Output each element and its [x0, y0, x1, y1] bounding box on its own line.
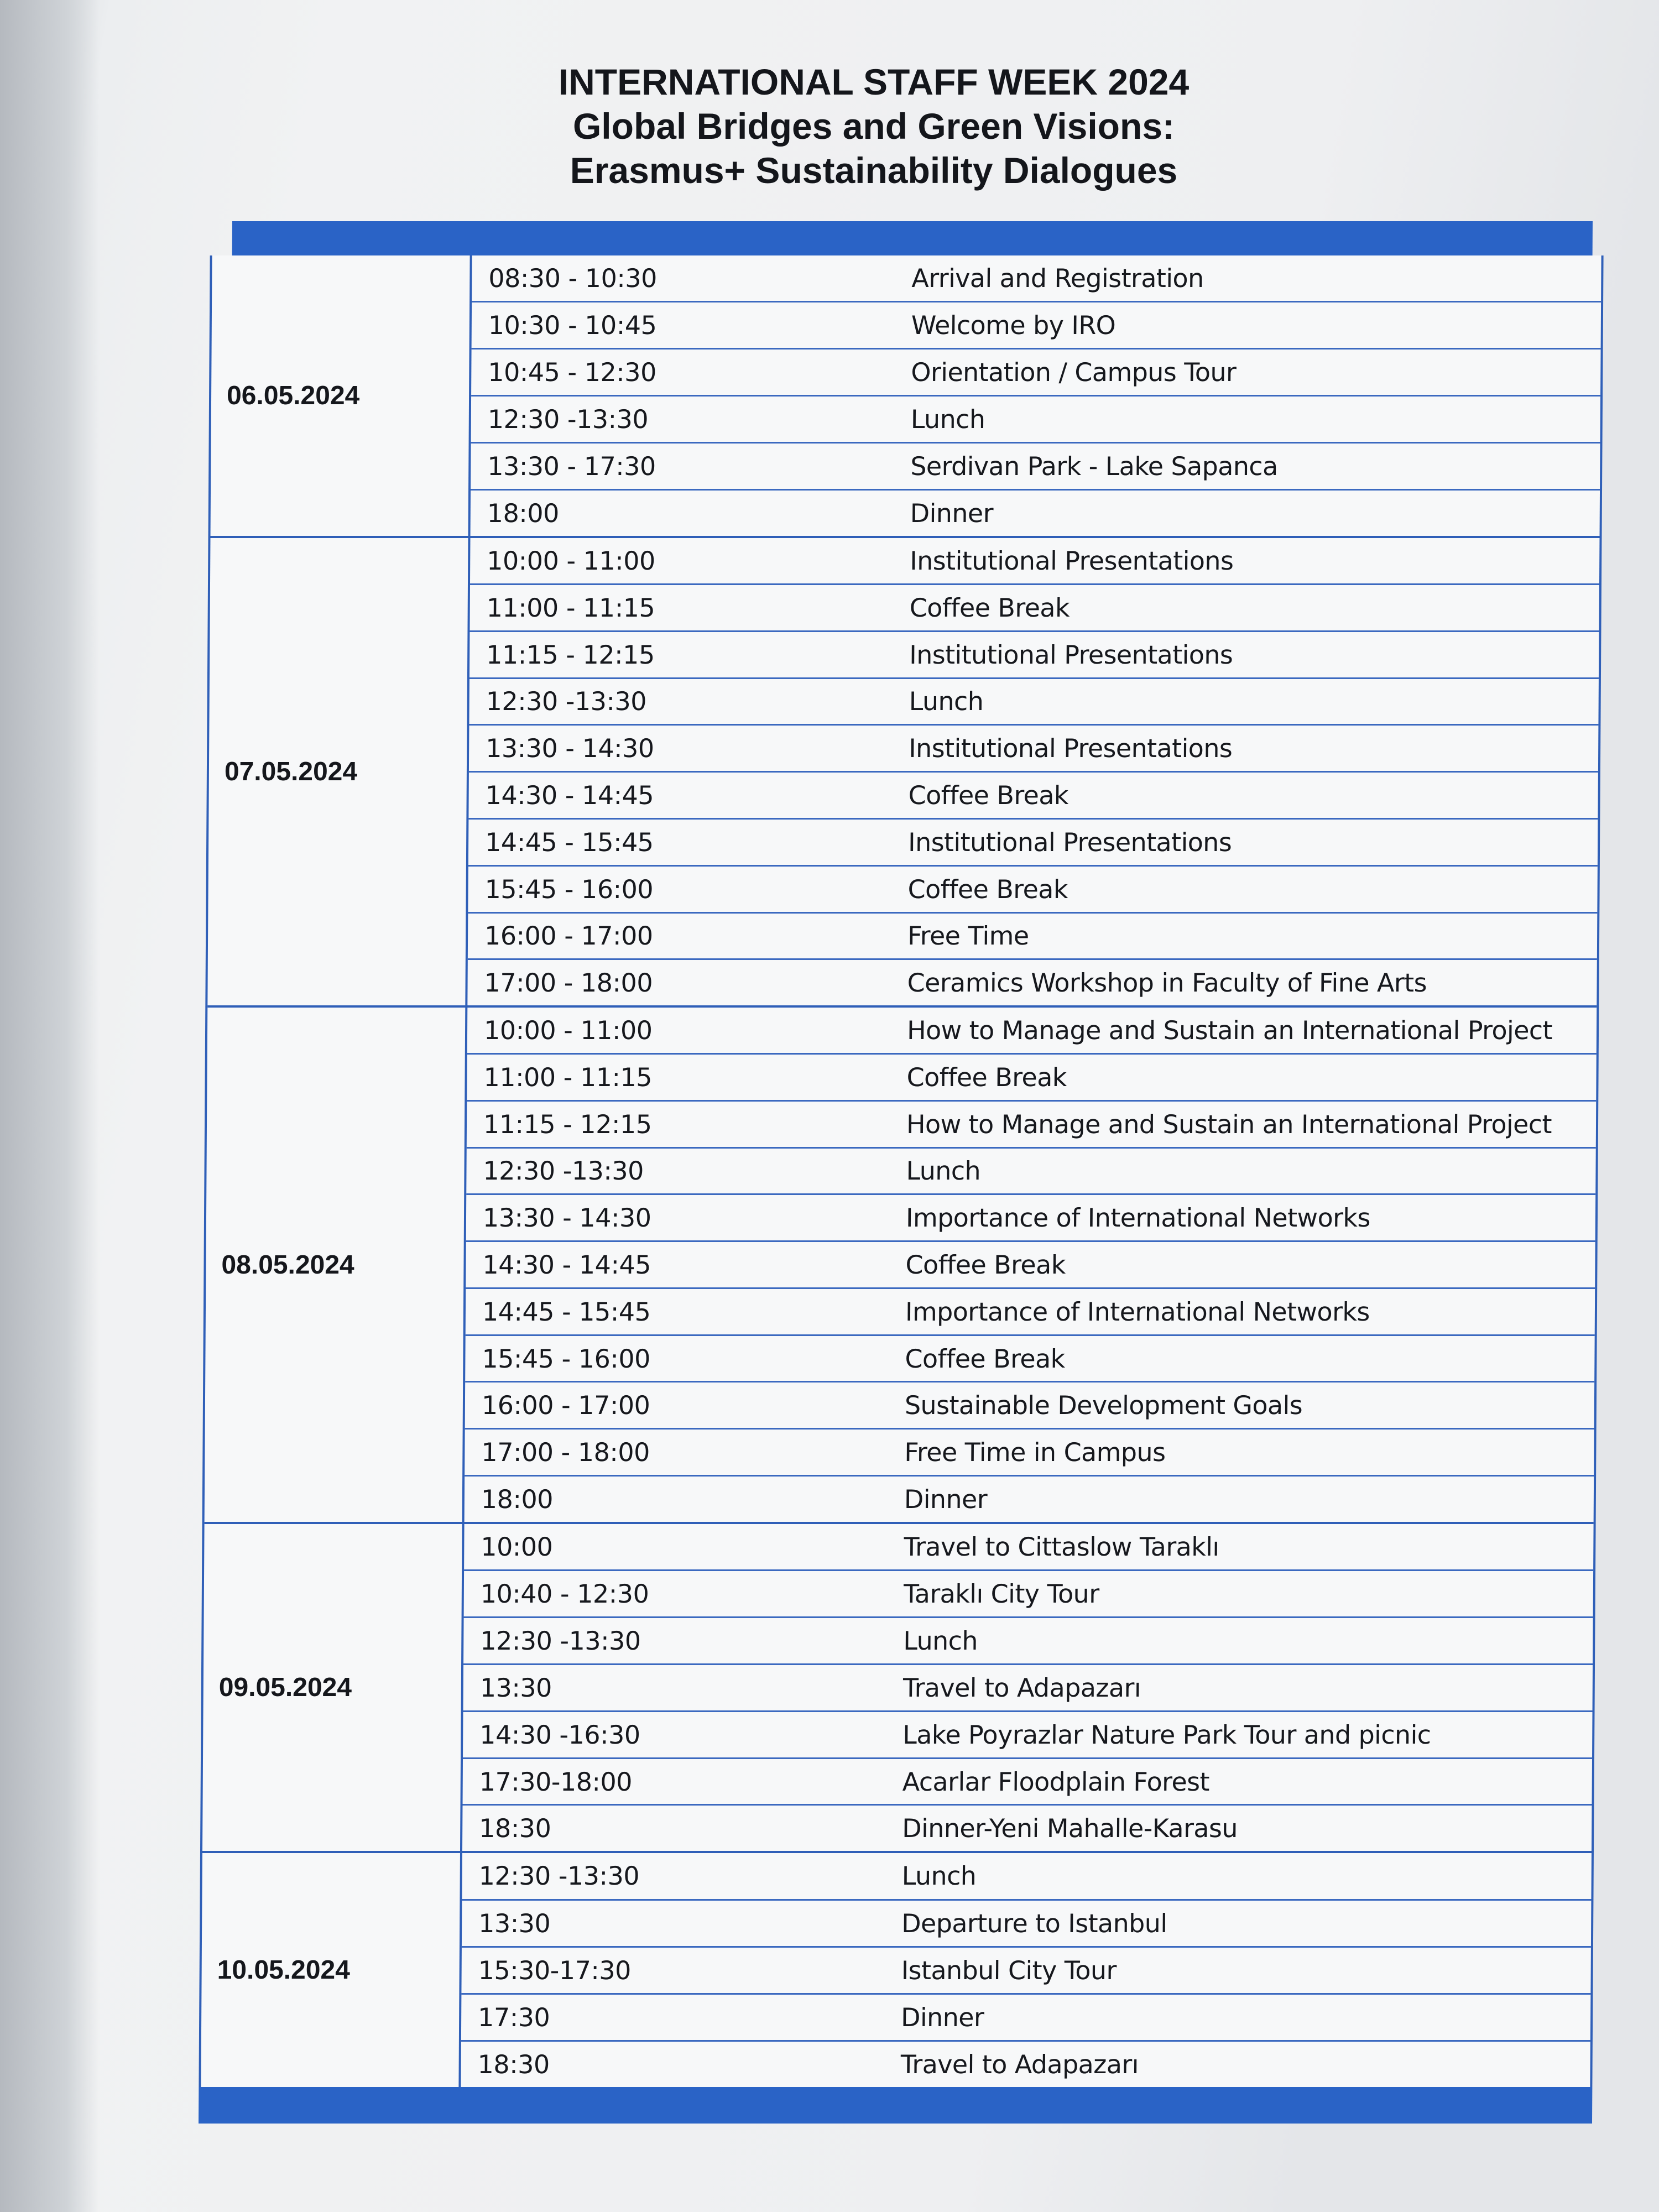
- session-row: [465, 1336, 1595, 1383]
- session-row: [465, 1383, 1595, 1430]
- session-activity: Welcome by IRO: [911, 310, 1116, 341]
- day-date: 08.05.2024: [205, 1008, 468, 1522]
- day-block: [201, 1853, 1592, 2087]
- day-date: 09.05.2024: [202, 1524, 465, 1851]
- session-activity: Taraklı City Tour: [903, 1578, 1099, 1609]
- session-activity: Importance of International Networks: [905, 1296, 1370, 1327]
- session-time: 15:45 - 16:00: [484, 874, 654, 904]
- session-activity: Lunch: [909, 686, 984, 717]
- day-block: [205, 1008, 1597, 1524]
- session-activity: Coffee Break: [907, 874, 1068, 904]
- session-time: 17:30: [477, 2002, 550, 2032]
- session-activity: Lunch: [906, 1156, 981, 1186]
- title-line-1: INTERNATIONAL STAFF WEEK 2024: [558, 61, 1190, 102]
- session-activity: Travel to Adapazarı: [902, 1672, 1141, 1703]
- session-row: [465, 1477, 1594, 1522]
- session-time: 10:00 - 11:00: [483, 1015, 653, 1046]
- session-activity: Dinner: [910, 498, 994, 529]
- day-sessions: [471, 255, 1601, 536]
- session-time: 15:45 - 16:00: [482, 1343, 651, 1374]
- schedule-table: [199, 221, 1604, 2124]
- session-row: [472, 255, 1601, 302]
- session-activity: Lake Poyrazlar Nature Park Tour and picnic: [902, 1719, 1431, 1750]
- day-sessions: [467, 538, 1599, 1005]
- session-row: [466, 1289, 1595, 1336]
- session-time: 18:00: [481, 1484, 554, 1514]
- session-time: 13:30: [479, 1672, 552, 1703]
- session-activity: Departure to Istanbul: [901, 1908, 1167, 1938]
- day-block: [210, 255, 1601, 538]
- session-time: 12:30 -13:30: [487, 404, 649, 435]
- session-row: [462, 1901, 1592, 1948]
- session-row: [470, 538, 1600, 585]
- session-activity: Dinner: [904, 1484, 988, 1514]
- session-activity: Arrival and Registration: [911, 263, 1204, 293]
- session-row: [471, 444, 1600, 491]
- session-row: [466, 1195, 1596, 1242]
- session-time: 11:00 - 11:15: [486, 592, 655, 623]
- session-time: 13:30 - 17:30: [487, 451, 656, 482]
- session-row: [467, 960, 1597, 1005]
- session-row: [461, 1948, 1591, 1995]
- session-row: [469, 726, 1599, 773]
- session-row: [461, 2042, 1590, 2087]
- session-row: [463, 1665, 1593, 1712]
- session-activity: Dinner-Yeni Mahalle-Karasu: [902, 1813, 1238, 1844]
- session-activity: Acarlar Floodplain Forest: [902, 1766, 1210, 1797]
- session-row: [465, 1430, 1594, 1477]
- session-time: 10:40 - 12:30: [480, 1578, 649, 1609]
- title-line-2: Global Bridges and Green Visions:: [572, 106, 1175, 147]
- session-time: 10:45 - 12:30: [488, 357, 656, 388]
- session-time: 13:30 - 14:30: [482, 1203, 651, 1233]
- session-time: 17:30-18:00: [479, 1766, 633, 1797]
- session-row: [466, 1242, 1595, 1289]
- session-time: 18:30: [477, 2049, 550, 2079]
- session-row: [467, 1008, 1597, 1055]
- session-activity: Coffee Break: [908, 780, 1069, 811]
- day-date: 06.05.2024: [211, 255, 472, 536]
- table-header-band: [232, 221, 1593, 255]
- session-row: [468, 914, 1598, 961]
- session-row: [467, 1102, 1597, 1149]
- document-title: [0, 60, 1659, 192]
- session-row: [468, 867, 1598, 914]
- session-time: 12:30 -13:30: [486, 686, 647, 717]
- session-activity: Free Time: [907, 921, 1029, 951]
- session-time: 15:30-17:30: [478, 1955, 632, 1985]
- session-time: 10:00 - 11:00: [487, 545, 655, 576]
- day-block: [207, 538, 1599, 1008]
- session-activity: Institutional Presentations: [909, 639, 1233, 670]
- session-activity: Coffee Break: [905, 1343, 1065, 1374]
- day-sessions: [465, 1008, 1597, 1522]
- day-date: 10.05.2024: [201, 1853, 462, 2087]
- session-time: 11:00 - 11:15: [483, 1062, 653, 1092]
- session-activity: Lunch: [903, 1625, 978, 1656]
- session-time: 14:45 - 15:45: [484, 827, 654, 857]
- session-activity: Travel to Adapazarı: [900, 2049, 1139, 2079]
- session-time: 14:30 - 14:45: [482, 1250, 651, 1280]
- session-time: 12:30 -13:30: [480, 1625, 641, 1656]
- session-row: [467, 1055, 1597, 1102]
- session-row: [466, 1149, 1596, 1196]
- session-time: 08:30 - 10:30: [488, 263, 658, 293]
- session-row: [461, 1995, 1591, 2042]
- session-row: [468, 773, 1598, 820]
- session-activity: Free Time in Campus: [904, 1437, 1166, 1468]
- session-row: [463, 1618, 1593, 1665]
- session-time: 16:00 - 17:00: [481, 1390, 650, 1421]
- session-time: 18:30: [479, 1813, 551, 1844]
- title-line-3: Erasmus+ Sustainability Dialogues: [570, 150, 1178, 191]
- session-time: 13:30: [478, 1908, 551, 1938]
- session-row: [469, 632, 1599, 679]
- session-activity: How to Manage and Sustain an International Project: [906, 1109, 1552, 1139]
- session-time: 10:30 - 10:45: [488, 310, 657, 341]
- session-row: [463, 1712, 1593, 1759]
- session-activity: Serdivan Park - Lake Sapanca: [910, 451, 1278, 482]
- session-row: [472, 302, 1601, 349]
- session-activity: Institutional Presentations: [910, 545, 1234, 576]
- session-time: 17:00 - 18:00: [484, 968, 653, 998]
- session-time: 11:15 - 12:15: [483, 1109, 652, 1139]
- session-activity: Sustainable Development Goals: [904, 1390, 1303, 1421]
- session-time: 14:45 - 15:45: [482, 1296, 651, 1327]
- session-time: 16:00 - 17:00: [484, 921, 653, 951]
- session-time: 11:15 - 12:15: [486, 639, 655, 670]
- session-time: 14:30 - 14:45: [485, 780, 654, 811]
- session-activity: Istanbul City Tour: [901, 1955, 1117, 1985]
- session-time: 14:30 -16:30: [479, 1719, 640, 1750]
- session-time: 13:30 - 14:30: [486, 733, 654, 764]
- session-activity: Importance of International Networks: [905, 1203, 1370, 1233]
- session-activity: Coffee Break: [905, 1250, 1066, 1280]
- session-activity: Orientation / Campus Tour: [911, 357, 1237, 388]
- session-row: [462, 1806, 1592, 1851]
- session-row: [471, 349, 1601, 397]
- session-row: [464, 1571, 1594, 1618]
- session-activity: How to Manage and Sustain an International Project: [906, 1015, 1553, 1046]
- session-row: [469, 679, 1599, 726]
- session-activity: Lunch: [901, 1861, 977, 1891]
- session-activity: Dinner: [900, 2002, 984, 2032]
- session-activity: Institutional Presentations: [907, 827, 1232, 857]
- session-activity: Travel to Cittaslow Taraklı: [904, 1531, 1219, 1562]
- schedule-grid: [199, 255, 1603, 2087]
- session-row: [469, 585, 1599, 632]
- day-date: 07.05.2024: [207, 538, 470, 1005]
- session-activity: Lunch: [910, 404, 985, 435]
- session-time: 12:30 -13:30: [478, 1861, 640, 1891]
- session-row: [462, 1853, 1592, 1900]
- session-activity: Ceramics Workshop in Faculty of Fine Arts: [907, 968, 1427, 998]
- session-row: [462, 1759, 1592, 1806]
- session-row: [471, 491, 1600, 536]
- paper-shadow-edge: [0, 0, 100, 2212]
- session-activity: Coffee Break: [909, 592, 1070, 623]
- day-sessions: [461, 1853, 1592, 2087]
- session-row: [468, 820, 1598, 867]
- session-time: 12:30 -13:30: [483, 1156, 644, 1186]
- session-activity: Institutional Presentations: [909, 733, 1233, 764]
- day-block: [202, 1524, 1594, 1854]
- session-time: 10:00: [481, 1531, 553, 1562]
- session-activity: Coffee Break: [906, 1062, 1067, 1092]
- session-row: [471, 397, 1601, 444]
- day-sessions: [462, 1524, 1594, 1851]
- session-row: [464, 1524, 1594, 1571]
- session-time: 18:00: [487, 498, 560, 529]
- table-footer-band: [199, 2087, 1592, 2124]
- session-time: 17:00 - 18:00: [481, 1437, 650, 1468]
